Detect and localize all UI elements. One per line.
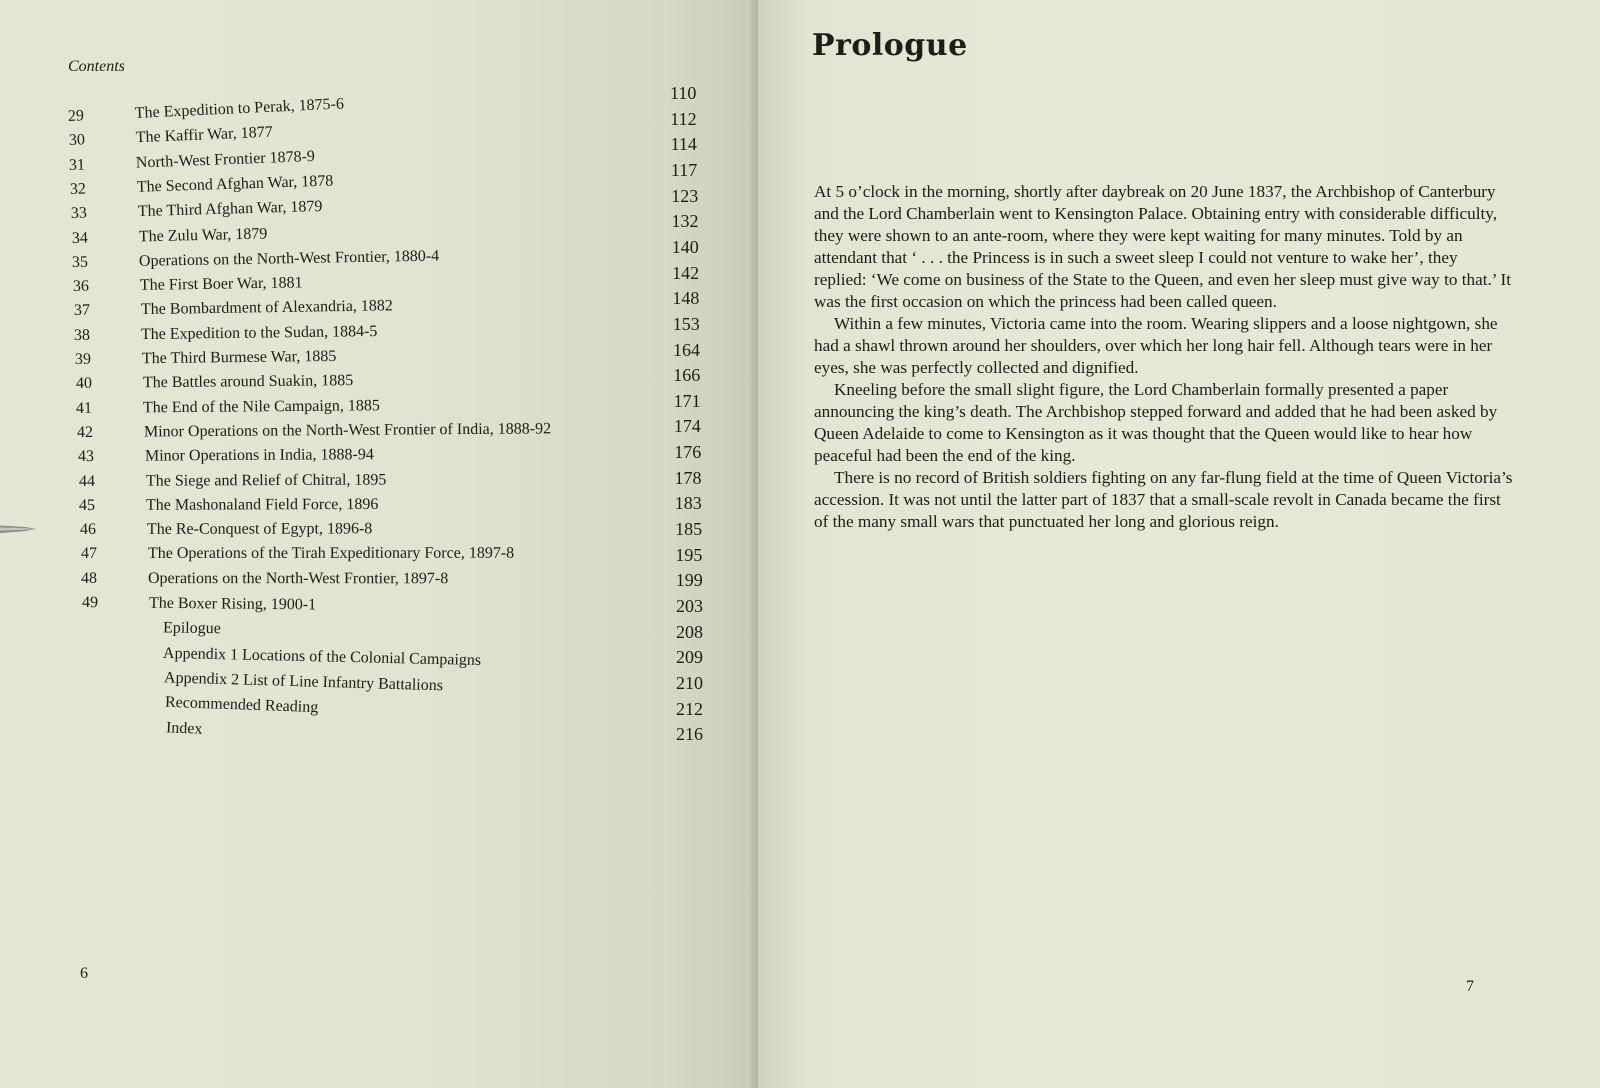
toc-entry-number: 46	[79, 521, 96, 539]
toc-entry-number: 43	[77, 448, 94, 466]
toc-page-number: 117	[670, 159, 698, 180]
toc-page-number: 208	[676, 621, 703, 642]
toc-entry-title: Recommended Reading	[164, 693, 319, 717]
toc-page-number: 178	[674, 467, 702, 488]
toc-entry-number: 38	[74, 326, 91, 344]
toc-entry-number: 34	[71, 229, 88, 247]
toc-page-number: 140	[671, 236, 699, 257]
toc-entry-title: The Operations of the Tirah Expeditionary Force, 1897-8	[147, 545, 514, 563]
toc-entry-number: 49	[81, 594, 99, 612]
toc-page-number: 166	[673, 365, 701, 386]
toc-entry-title: The Second Afghan War, 1878	[136, 172, 334, 196]
toc-page-number: 195	[675, 544, 703, 565]
toc-entry-number: 39	[74, 350, 92, 368]
toc-entry-title: The Third Burmese War, 1885	[141, 347, 337, 368]
toc-page-number: 174	[673, 416, 701, 437]
toc-page-number: 123	[671, 185, 699, 206]
toc-page-number: 176	[674, 442, 702, 463]
toc-entry-title: The Expedition to the Sudan, 1884-5	[141, 322, 378, 343]
toc-page-number: 216	[676, 724, 703, 745]
toc-entry-number: 44	[78, 472, 95, 490]
toc-entry-number: 47	[80, 545, 97, 563]
paragraph: There is no record of British soldiers fighting on any far-flung field at the time of Queen Victoria’s accession. It was not until the latter part of 1837 that a small-scale revolt in Canada became the first of the many small wars that punctuated her long and glorious reign.	[814, 468, 1513, 531]
toc-entry-number: 33	[70, 204, 87, 223]
toc-entry-title: The Mashonaland Field Force, 1896	[146, 495, 379, 514]
toc-entry-title: The Boxer Rising, 1900-1	[148, 594, 317, 614]
toc-entry	[68, 123, 273, 154]
toc-entry-number: 37	[73, 302, 90, 320]
paragraph: At 5 o’clock in the morning, shortly after daybreak on 20 June 1837, the Archbishop of Canterbury and the Lord Chamberlain went to Kensington Palace. Obtaining entry with considerable difficulty, they were shown to an ante-room, where they were kept waiting for many minutes. Told by an attendant that ‘ . . . the Princess is in such a sweet sleep I could not venture to wake her’, they replied: ‘We come on business of the State to the Queen, and even her sleep must give way to that.’ It was the first occasion on which the princess had been called queen.	[814, 182, 1512, 311]
toc-entry-number: 40	[75, 375, 92, 393]
toc-page-number: 110	[670, 83, 697, 103]
toc-entry-title: The Siege and Relief of Chitral, 1895	[145, 470, 386, 490]
toc-entry	[69, 172, 334, 203]
prologue-text	[814, 181, 1514, 533]
toc-entry-title: Appendix 2 List of Line Infantry Battalions	[163, 669, 444, 695]
right-page	[758, 0, 1600, 1088]
toc-entry-number: 41	[76, 399, 93, 417]
toc-entry-number: 35	[71, 253, 89, 271]
toc-entry-number: 45	[79, 496, 96, 514]
toc-page-number: 210	[676, 672, 703, 693]
toc-entry-title: The Re-Conquest of Egypt, 1896-8	[146, 520, 373, 538]
toc-entry-title: Epilogue	[162, 619, 221, 638]
toc-page-number: 164	[673, 339, 700, 360]
toc-entry-number: 36	[72, 277, 89, 296]
page-number-right: 7	[1466, 978, 1474, 995]
toc-entry	[68, 147, 316, 179]
toc-page-number: 203	[676, 596, 703, 616]
toc-entry-title: The Zulu War, 1879	[138, 224, 268, 245]
toc-page-number: 185	[675, 519, 703, 540]
toc-page-number: 142	[672, 262, 700, 283]
chapter-title: Prologue	[812, 28, 968, 63]
toc-entry-title: The End of the Nile Campaign, 1885	[143, 396, 381, 416]
toc-page-number: 209	[676, 647, 703, 668]
toc-page-number: 132	[671, 211, 699, 232]
paragraph: Within a few minutes, Victoria came into the room. Wearing slippers and a loose nightgown, she had a shawl thrown around her shoulders, over which her long hair fell. Although tears were in her eyes, she was perfectly collected and dignified.	[814, 314, 1498, 377]
toc-entry-title: Minor Operations in India, 1888-94	[144, 446, 374, 465]
toc-entry-title: The Kaffir War, 1877	[135, 123, 273, 147]
toc-page-number: 114	[670, 134, 697, 155]
toc-entry	[70, 198, 323, 227]
toc-entry	[84, 691, 319, 717]
toc-entry-title: North-West Frontier 1878-9	[135, 147, 316, 172]
toc-entry-title: Appendix 1 Locations of the Colonial Campaigns	[163, 644, 482, 669]
toc-entry-number: 29	[67, 107, 85, 125]
toc-entry	[84, 667, 444, 695]
toc-entry-title: The Third Afghan War, 1879	[137, 198, 323, 221]
toc-page-number: 212	[676, 698, 703, 719]
toc-page-number: 153	[672, 313, 700, 334]
toc-page-number: 171	[673, 390, 701, 411]
toc-entry-number: 31	[68, 156, 86, 174]
toc-entry-title: Operations on the North-West Frontier, 1897-8	[148, 569, 449, 587]
toc-entry-number: 32	[69, 180, 87, 198]
toc-entry-title: The Battles around Suakin, 1885	[142, 372, 353, 392]
toc-entry-title: The Expedition to Perak, 1875-6	[134, 95, 345, 122]
toc-entry-title: The Bombardment of Alexandria, 1882	[140, 297, 393, 319]
toc-entry-title: Minor Operations on the North-West Frontier of India, 1888-92	[144, 420, 552, 441]
toc-entry	[67, 95, 345, 130]
toc-entry	[71, 224, 268, 252]
left-page	[0, 0, 758, 1088]
paragraph: Kneeling before the small slight figure, the Lord Chamberlain formally presented a paper announcing the king’s death. The Archbishop stepped forward and added that he had been asked by Queen Adelaide to come to Kensington as it was thought that the Queen would like to hear how peaceful had been the end of the king.	[814, 380, 1498, 465]
toc-page-number: 148	[672, 288, 700, 309]
page-number-left: 6	[80, 965, 88, 982]
toc-page-number: 112	[670, 108, 697, 129]
toc-entry-number: 42	[77, 423, 94, 441]
toc-entry-title: The First Boer War, 1881	[139, 274, 303, 295]
toc-entry-title: Operations on the North-West Frontier, 1880-4	[138, 247, 440, 270]
toc-entry-number: 48	[81, 569, 98, 587]
toc-entry-number: 30	[68, 131, 85, 150]
toc-page-number: 183	[674, 493, 702, 514]
running-head: Contents	[68, 58, 125, 75]
toc-entry	[85, 716, 203, 738]
toc-entry-title: Index	[165, 718, 203, 738]
toc-page-number: 199	[675, 570, 703, 591]
pen-tip-icon	[0, 521, 40, 537]
